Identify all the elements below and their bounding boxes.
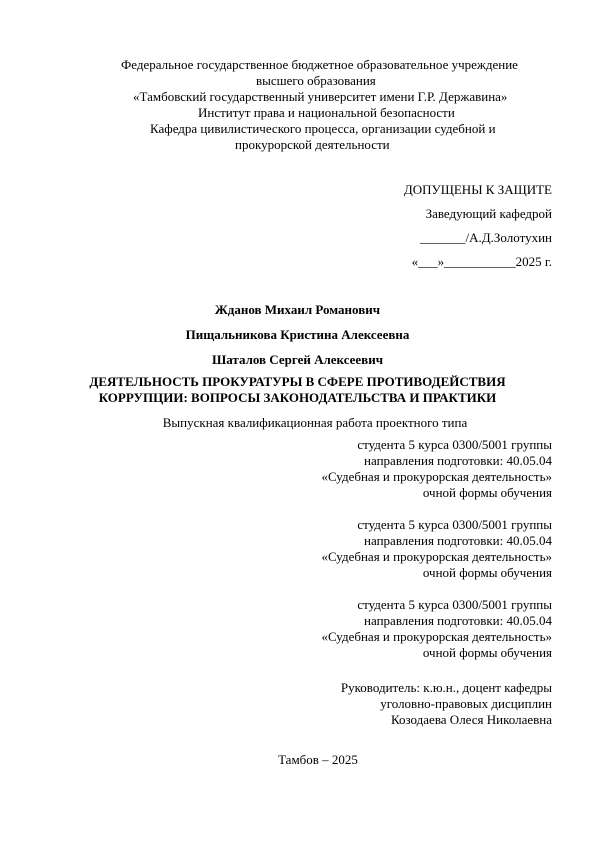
header-line-4: Институт права и национальной безопасности — [198, 105, 455, 120]
student-specialty: «Судебная и прокурорская деятельность» — [321, 549, 552, 564]
header-line-6: прокурорской деятельности — [235, 137, 390, 152]
approval-signature: _______/А.Д.Золотухин — [420, 230, 552, 245]
approval-block — [300, 178, 552, 274]
work-title-line: КОРРУПЦИИ: ВОПРОСЫ ЗАКОНОДАТЕЛЬСТВА И ПРАКТИКИ — [98, 390, 497, 405]
student-group: студента 5 курса 0300/5001 группы — [357, 597, 552, 612]
header-line-2: высшего образования — [256, 73, 376, 88]
work-title-line: ДЕЯТЕЛЬНОСТЬ ПРОКУРАТУРЫ В СФЕРЕ ПРОТИВОДЕЙСТВИЯ — [89, 374, 506, 389]
header-line-5: Кафедра цивилистического процесса, организации судебной и — [150, 121, 496, 136]
supervisor-block — [250, 680, 552, 728]
authors — [0, 297, 595, 372]
student-direction: направления подготовки: 40.05.04 — [364, 533, 552, 548]
student-block — [250, 517, 552, 581]
student-specialty: «Судебная и прокурорская деятельность» — [321, 469, 552, 484]
author-name: Шаталов Сергей Алексеевич — [211, 352, 384, 367]
student-block — [250, 437, 552, 501]
student-form: очной формы обучения — [422, 485, 552, 500]
work-title — [0, 374, 595, 406]
student-form: очной формы обучения — [422, 565, 552, 580]
supervisor-title: Руководитель: к.ю.н., доцент кафедры — [340, 680, 552, 695]
supervisor-department: уголовно-правовых дисциплин — [380, 696, 552, 711]
student-direction: направления подготовки: 40.05.04 — [364, 453, 552, 468]
student-direction: направления подготовки: 40.05.04 — [364, 613, 552, 628]
supervisor-name: Козодаева Олеся Николаевна — [390, 712, 552, 727]
student-group: студента 5 курса 0300/5001 группы — [357, 517, 552, 532]
student-group: студента 5 курса 0300/5001 группы — [357, 437, 552, 452]
city-year: Тамбов – 2025 — [278, 752, 358, 767]
approval-date: «___»___________2025 г. — [411, 254, 552, 269]
header-line-3: «Тамбовский государственный университет имени Г.Р. Державина» — [133, 89, 508, 104]
work-type: Выпускная квалификационная работа проектного типа — [162, 415, 468, 430]
student-specialty: «Судебная и прокурорская деятельность» — [321, 629, 552, 644]
author-name: Пищальникова Кристина Алексеевна — [185, 327, 410, 342]
header-line-1: Федеральное государственное бюджетное образовательное учреждение — [121, 57, 518, 72]
student-form: очной формы обучения — [422, 645, 552, 660]
author-name: Жданов Михаил Романович — [214, 302, 381, 317]
approval-title: ДОПУЩЕНЫ К ЗАЩИТЕ — [403, 182, 552, 197]
approval-position: Заведующий кафедрой — [425, 206, 552, 221]
student-block — [250, 597, 552, 661]
